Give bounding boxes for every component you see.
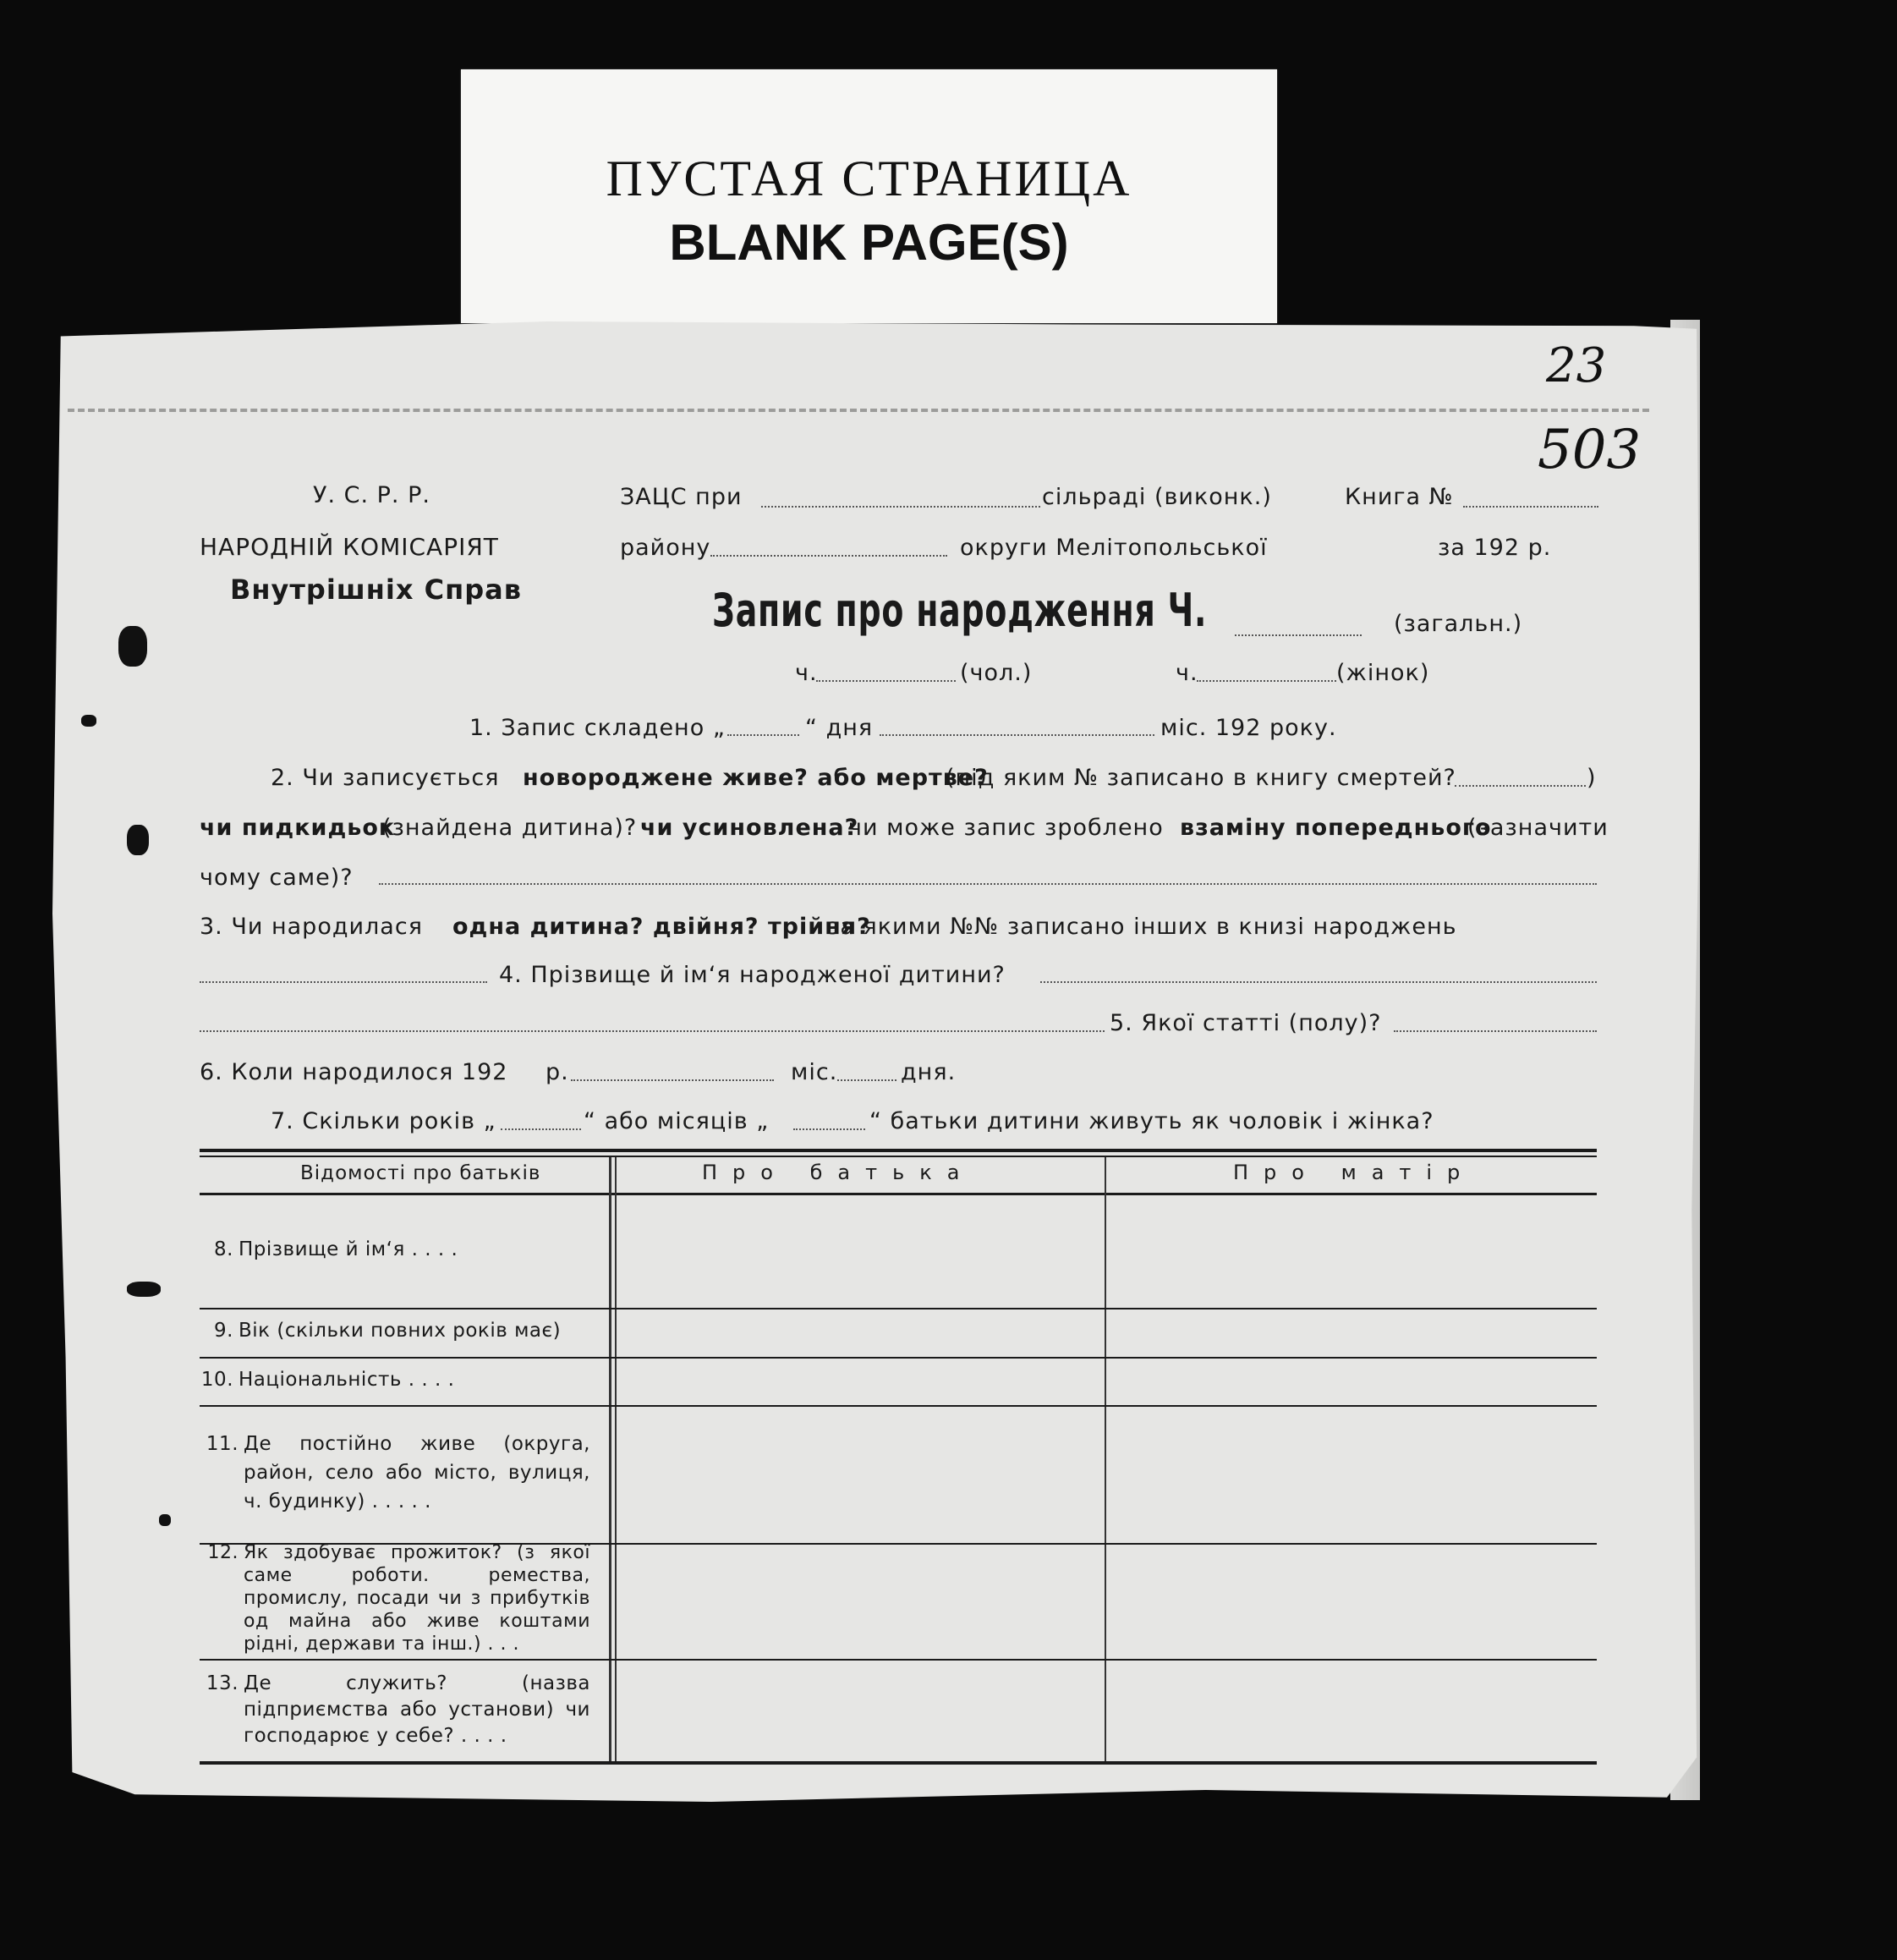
q6-label: 6. Коли народилося 192 xyxy=(200,1059,508,1085)
q3-other-numbers: за якими №№ записано інших в книзі народжень xyxy=(827,914,1457,940)
dotted-field xyxy=(837,1079,896,1081)
blank-page-slip xyxy=(461,69,1277,323)
table-header-parents: Відомості про батьків xyxy=(300,1162,541,1184)
binding-hole xyxy=(127,1282,161,1297)
table-row-9 xyxy=(200,1316,606,1345)
q4-label: 4. Прізвище й ім‘я народженої дитини? xyxy=(499,962,1006,988)
row-label: Національність . . . . xyxy=(238,1369,455,1391)
dotted-field xyxy=(1463,506,1598,508)
dotted-field xyxy=(571,1079,774,1081)
q6-year: р. xyxy=(546,1059,569,1085)
q2-record-made: чи може запис зроблено xyxy=(848,815,1164,841)
dotted-field xyxy=(200,981,487,983)
dotted-field xyxy=(1197,680,1336,682)
q7-months: “ або місяців „ xyxy=(584,1108,770,1134)
handwritten-record-number: 503 xyxy=(1538,419,1642,481)
q3-single-twins: одна дитина? двійня? трійня? xyxy=(452,914,871,940)
row-label: Вік (скільки повних років має) xyxy=(238,1320,562,1342)
slip-text-english: BLANK PAGE(S) xyxy=(669,214,1069,271)
q2-label: 2. Чи записується xyxy=(271,765,500,791)
perforation-line xyxy=(68,409,1649,412)
header-internal-affairs: Внутрішніх Справ xyxy=(230,574,522,606)
q6-month: міс. xyxy=(791,1059,838,1085)
dotted-field xyxy=(727,734,799,736)
title-total: (загальн.) xyxy=(1394,611,1523,637)
row-number: 8. xyxy=(214,1238,233,1260)
dotted-field xyxy=(880,734,1154,736)
table-header-mother: Про матір xyxy=(1233,1161,1476,1184)
table-top-rule xyxy=(200,1156,1597,1157)
dotted-field xyxy=(501,1128,581,1130)
header-okruha: округи Мелітопольської xyxy=(960,535,1268,561)
table-row-10 xyxy=(200,1365,606,1394)
q2-specify: (зазначити xyxy=(1467,815,1609,841)
table-row-rule xyxy=(200,1405,1597,1407)
dotted-field xyxy=(761,506,1040,508)
dotted-field xyxy=(1040,981,1597,983)
q2-death-book: (під яким № записано в книгу смертей? xyxy=(946,765,1456,791)
binding-hole xyxy=(159,1514,171,1526)
table-row-rule xyxy=(200,1357,1597,1359)
table-column-divider xyxy=(1105,1157,1106,1763)
table-row-13 xyxy=(200,1671,597,1749)
row-number: 12. xyxy=(207,1542,238,1563)
header-raion: району xyxy=(620,535,711,561)
q1-label: 1. Запис складено „ xyxy=(469,715,726,741)
dotted-field xyxy=(793,1128,865,1130)
label-ch: ч. xyxy=(795,660,818,686)
header-year: за 192 р. xyxy=(1438,535,1552,561)
q2-foundling: чи пидкидьок xyxy=(200,815,396,841)
q2-why: чому саме)? xyxy=(200,865,354,891)
slip-text-russian: ПУСТАЯ СТРАНИЦА xyxy=(606,151,1132,206)
table-row-rule xyxy=(200,1659,1597,1661)
header-zags: ЗАЦС при xyxy=(620,484,743,510)
table-header-father: Про батька xyxy=(702,1161,975,1184)
dotted-field xyxy=(1394,1030,1597,1032)
row-number: 11. xyxy=(206,1433,238,1455)
q2-alive-dead: новороджене живе? або мертве? xyxy=(523,765,989,791)
dotted-field xyxy=(1455,785,1586,787)
table-top-rule xyxy=(200,1149,1597,1152)
q2-adopted: чи усиновлена? xyxy=(640,815,859,841)
label-ch: ч. xyxy=(1176,660,1198,686)
table-row-11 xyxy=(200,1430,597,1516)
table-header-rule xyxy=(200,1193,1597,1195)
dotted-field xyxy=(379,883,1597,885)
dotted-field xyxy=(710,555,947,557)
table-column-divider xyxy=(615,1157,617,1763)
q1-month-year: міс. 192 року. xyxy=(1160,715,1337,741)
q2-replacement: взаміну попереднього xyxy=(1180,815,1492,841)
row-number: 10. xyxy=(200,1369,233,1391)
binding-hole xyxy=(127,825,149,855)
label-female: (жінок) xyxy=(1336,660,1430,686)
row-number: 9. xyxy=(214,1320,233,1342)
table-row-rule xyxy=(200,1308,1597,1309)
dotted-field xyxy=(816,680,956,682)
row-label: Прізвище й ім‘я . . . . xyxy=(238,1238,458,1260)
dotted-field xyxy=(200,1030,1105,1032)
row-label: Де служить? (назва підприємства або установи) чи господарює у себе? . . . . xyxy=(244,1672,590,1747)
q1-day: “ дня xyxy=(805,715,874,741)
row-label: Де постійно живе (округа, район, село або місто, вулиця, ч. будинку) . . . . . xyxy=(244,1433,590,1513)
q5-label: 5. Якої статті (полу)? xyxy=(1110,1010,1382,1036)
label-male: (чол.) xyxy=(960,660,1033,686)
header-book: Книга № xyxy=(1345,484,1454,510)
binding-hole xyxy=(81,715,96,727)
header-commissariat: НАРОДНІЙ КОМІСАРІЯТ xyxy=(200,533,499,561)
form-title: Запис про народження Ч. xyxy=(712,584,1208,637)
q2-paren: ) xyxy=(1587,765,1597,791)
table-column-divider xyxy=(609,1157,611,1763)
header-silradi: сільраді (виконк.) xyxy=(1042,484,1272,510)
q7-parents: “ батьки дитини живуть як чоловік і жінка? xyxy=(869,1108,1434,1134)
row-number: 13. xyxy=(206,1672,238,1694)
table-bottom-rule xyxy=(200,1761,1597,1765)
q7-label: 7. Скільки років „ xyxy=(271,1108,496,1134)
handwritten-page-number: 23 xyxy=(1546,338,1607,393)
table-row-12 xyxy=(200,1541,597,1655)
q3-label: 3. Чи народилася xyxy=(200,914,423,940)
header-ussr: У. С. Р. Р. xyxy=(313,482,430,508)
row-label: Як здобуває прожиток? (з якої саме роботи. ремества, промислу, посади чи з прибутків од майна або живе коштами рідні, держави та інш.) . . . xyxy=(244,1542,590,1655)
q2-found-child: (знайдена дитина)? xyxy=(382,815,638,841)
table-row-8 xyxy=(200,1235,597,1264)
binding-hole xyxy=(118,626,147,667)
dotted-field xyxy=(1235,634,1362,636)
q6-day: дня. xyxy=(901,1059,957,1085)
